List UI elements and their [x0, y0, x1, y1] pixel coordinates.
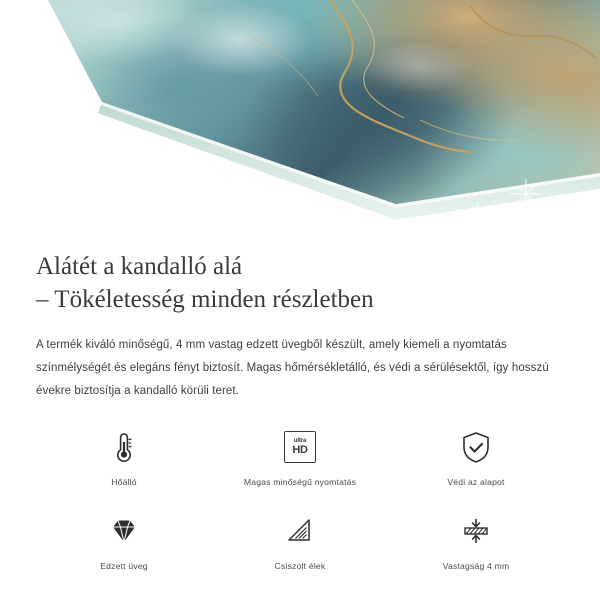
feature-protects-base	[388, 425, 564, 505]
feature-print-quality	[212, 425, 388, 505]
feature-grid	[36, 425, 564, 589]
diamond-icon	[104, 509, 144, 553]
feature-label: Magas minőségű nyomtatás	[243, 477, 357, 487]
feature-label: Edzett üveg	[100, 561, 148, 571]
thickness-icon	[456, 509, 496, 553]
feature-label: Védi az alapot	[447, 477, 505, 487]
feature-tempered-glass	[36, 509, 212, 589]
feature-thickness	[388, 509, 564, 589]
shield-check-icon	[456, 425, 496, 469]
feature-heat-resistant	[36, 425, 212, 505]
ultra-hd-badge-bottom: HD	[292, 444, 308, 457]
page-title	[36, 250, 564, 316]
ultra-hd-badge-top: ultra	[293, 436, 307, 444]
feature-polished-edges	[212, 509, 388, 589]
thermometer-icon	[104, 425, 144, 469]
content-area	[0, 222, 600, 589]
feature-label: Csiszolt élek	[274, 561, 326, 571]
headline-line-2: – Tökéletesség minden részletben	[36, 286, 374, 313]
feature-label: Vastagság 4 mm	[442, 561, 510, 571]
sparkle-icon	[556, 196, 582, 222]
ultra-hd-icon	[284, 425, 316, 469]
polished-edges-icon	[280, 509, 320, 553]
hero-image	[0, 0, 600, 222]
description-paragraph: A termék kiváló minőségű, 4 mm vastag edzett üvegből készült, amely kiemeli a nyomtatás színmélységét és elegáns fényt biztosít. Magas hőmérsékletálló, és védi a sérülésektől, így hosszú évekre biztosítja a kandalló körüli teret.	[36, 339, 549, 397]
feature-label: Hőálló	[111, 477, 137, 487]
headline-line-1: Alátét a kandalló alá	[36, 253, 243, 280]
